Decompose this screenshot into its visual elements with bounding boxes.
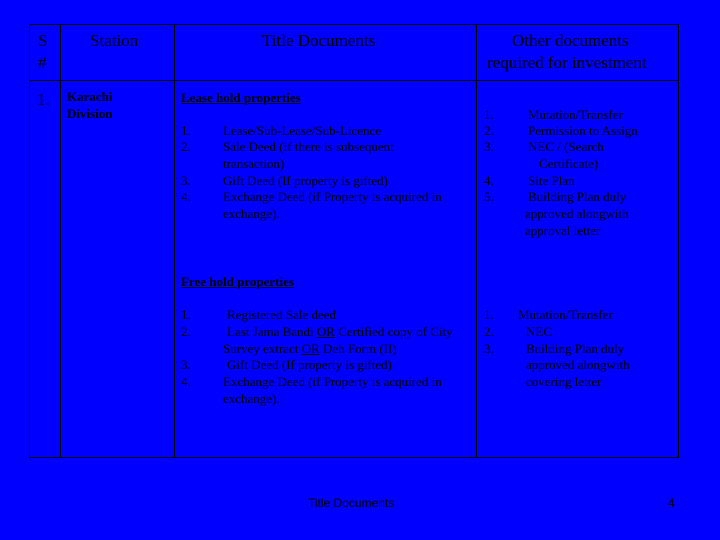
list-item-continued: approval letter	[525, 223, 601, 238]
list-number: 4.	[181, 374, 191, 389]
footer-label: Title Documents	[308, 496, 395, 510]
header-other-documents: Other documents	[512, 31, 629, 50]
row-number: 1.	[37, 90, 50, 109]
list-number: 4.	[181, 189, 191, 204]
station-division: Division	[67, 106, 113, 121]
list-item: Mutation/Transfer	[518, 307, 613, 322]
column-divider	[174, 25, 175, 457]
list-number: 3.	[484, 341, 494, 356]
header-divider	[30, 80, 678, 81]
header-required-for-investment: required for investment	[487, 53, 647, 72]
list-item: NEC / (Search	[528, 139, 604, 154]
list-number: 2.	[181, 139, 191, 154]
list-number: 4.	[484, 173, 494, 188]
list-item-continued: Certificate)	[539, 156, 599, 171]
list-item: Gift Deed (If property is gifted)	[223, 173, 388, 188]
leasehold-heading: Lease hold properties	[181, 90, 301, 105]
list-item: Exchange Deed (if Property is acquired in	[223, 374, 442, 389]
documents-table	[29, 24, 679, 458]
list-number: 1.	[484, 307, 494, 322]
list-item: Lease/Sub-Lease/Sub-Licence	[223, 123, 382, 138]
list-number: 3.	[181, 357, 191, 372]
list-item: Mutation/Transfer	[528, 107, 623, 122]
list-item: Building Plan duly	[528, 189, 627, 204]
header-station: Station	[90, 31, 139, 50]
list-item: Sale Deed (if there is subsequent	[223, 139, 394, 154]
freehold-heading: Free hold properties	[181, 274, 294, 289]
list-item: Gift Deed (If property is gifted)	[227, 357, 392, 372]
list-number: 3.	[181, 173, 191, 188]
column-divider	[60, 25, 61, 457]
list-number: 1.	[181, 307, 191, 322]
list-item: Registered Sale deed	[227, 307, 337, 322]
list-item: Site Plan	[528, 173, 575, 188]
list-item-continued: Survey extract OR Deh Form (II)	[223, 341, 397, 356]
list-item: Last Jama Bandi OR Certified copy of City	[227, 324, 453, 339]
list-number: 5.	[484, 189, 494, 204]
column-divider	[476, 25, 477, 457]
list-number: 2.	[484, 324, 494, 339]
header-sn: S	[38, 31, 48, 50]
list-item: NEC	[526, 324, 552, 339]
list-item-continued: covering letter	[526, 374, 602, 389]
list-item: Building Plan duly	[526, 341, 625, 356]
station-karachi: Karachi	[67, 89, 113, 104]
list-number: 1.	[484, 107, 494, 122]
list-item-continued: approved alongwith	[525, 206, 629, 221]
list-number: 2.	[484, 123, 494, 138]
list-item-continued: exchange).	[223, 206, 280, 221]
list-item-continued: approved alongwith	[526, 357, 630, 372]
list-number: 2.	[181, 324, 191, 339]
page-number: 4	[668, 496, 675, 510]
list-number: 1.	[181, 123, 191, 138]
list-number: 3.	[484, 139, 494, 154]
list-item: Exchange Deed (if Property is acquired in	[223, 189, 442, 204]
list-item: Permission to Assign	[528, 123, 638, 138]
list-item-continued: transaction)	[223, 156, 285, 171]
header-sn-hash: #	[38, 53, 47, 72]
header-title-documents: Title Documents	[262, 31, 376, 50]
list-item-continued: exchange).	[223, 391, 280, 406]
